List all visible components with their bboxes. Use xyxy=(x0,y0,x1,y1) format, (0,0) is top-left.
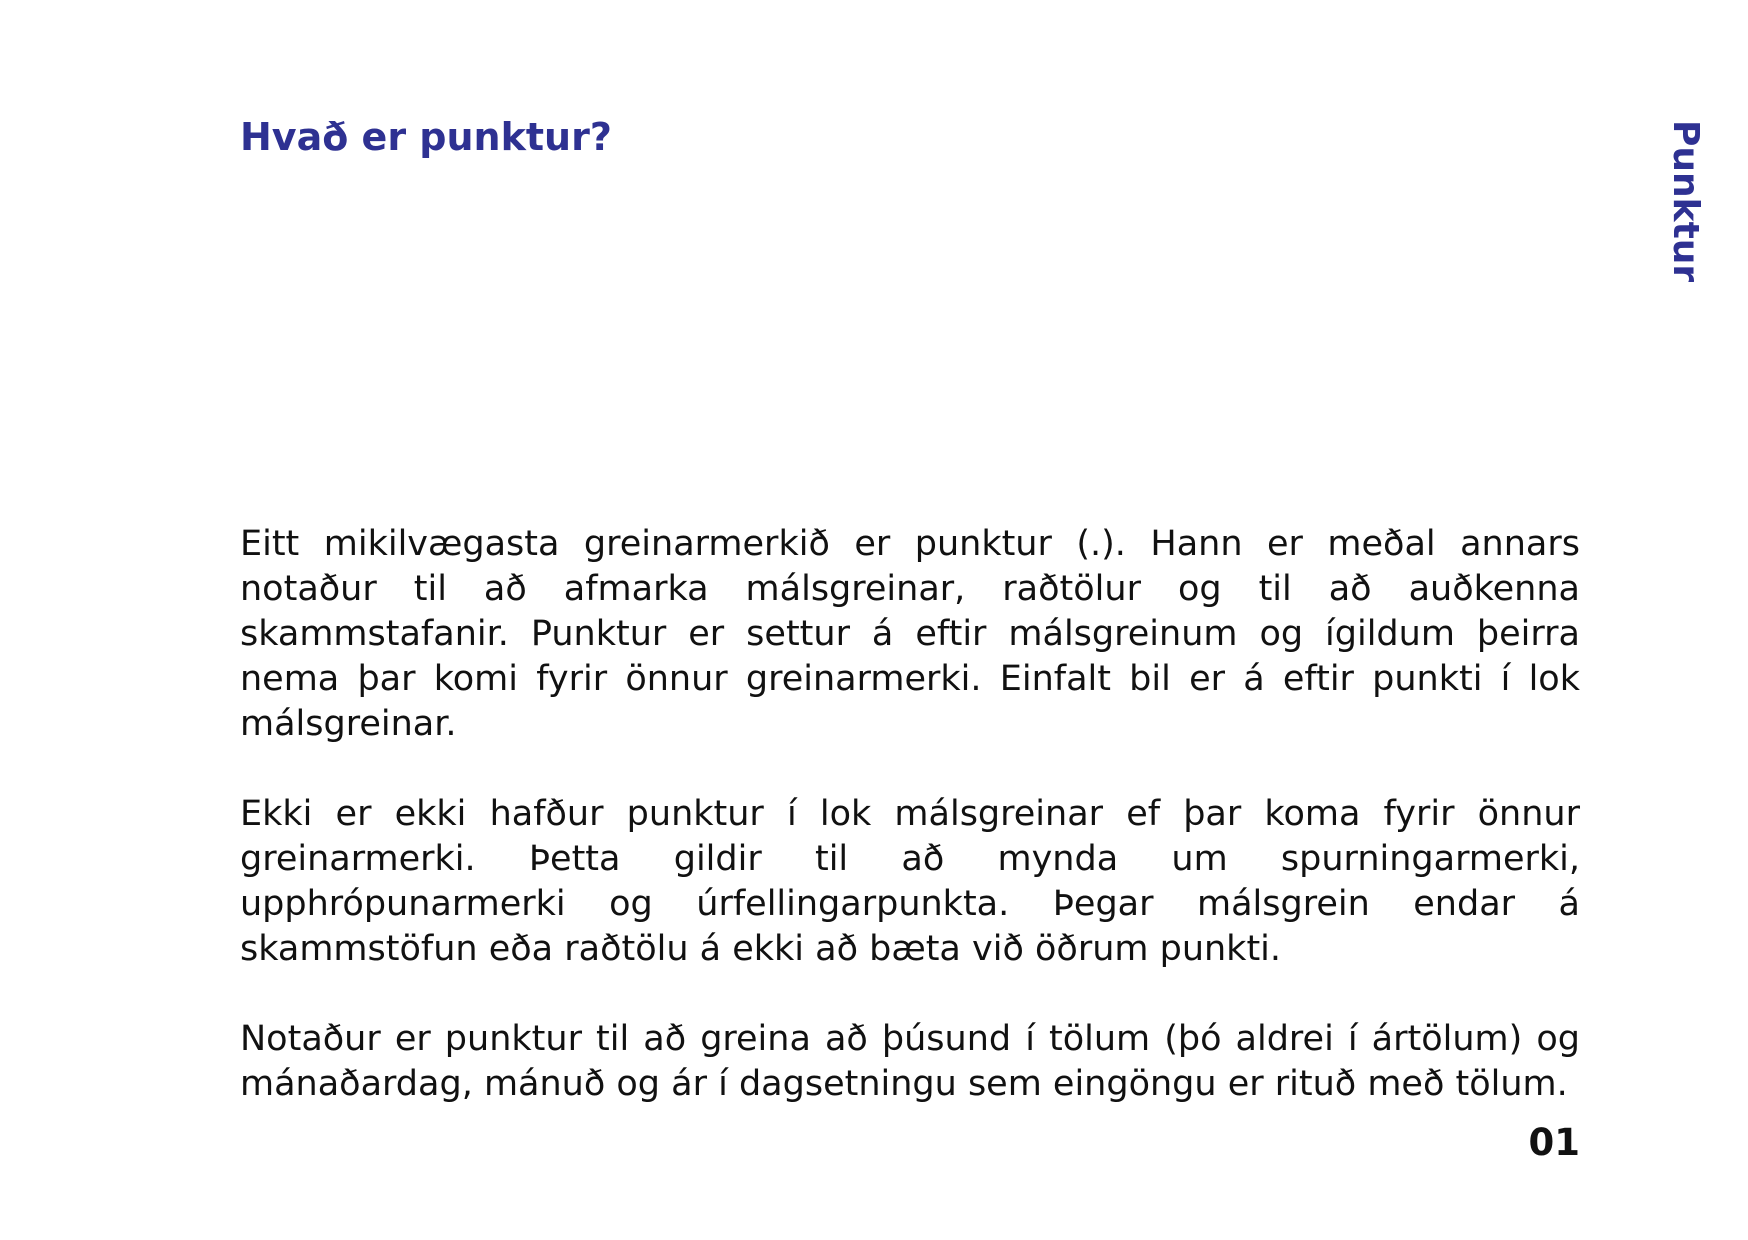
body-text xyxy=(240,522,1580,1107)
paragraph-1: Eitt mikilvægasta greinarmerkið er punktur (.). Hann er meðal annars notaður til að afmarka málsgreinar, raðtölur og til að auðkenna skammstafanir. Punktur er settur á eftir málsgreinum og ígildum þeirra nema þar komi fyrir önnur greinarmerki. Einfalt bil er á eftir punkti í lok málsgreinar. xyxy=(240,524,1580,744)
paragraph-2: Ekki er ekki hafður punktur í lok málsgreinar ef þar koma fyrir önnur greinarmerki. Þetta gildir til að mynda um spurningarmerki, upphrópunarmerki og úrfellingarpunkta. Þegar málsgrein endar á skammstöfun eða raðtölu á ekki að bæta við öðrum punkti. xyxy=(240,794,1580,969)
section-side-label-text: Punktur xyxy=(1665,120,1706,283)
page-number: 01 xyxy=(1528,1121,1580,1164)
page-heading: Hvað er punktur? xyxy=(240,115,612,159)
paragraph-3: Notaður er punktur til að greina að þúsund í tölum (þó aldrei í ártölum) og mánaðardag, mánuð og ár í dagsetningu sem eingöngu er rituð með tölum. xyxy=(240,1019,1580,1104)
section-side-label xyxy=(1660,120,1710,290)
